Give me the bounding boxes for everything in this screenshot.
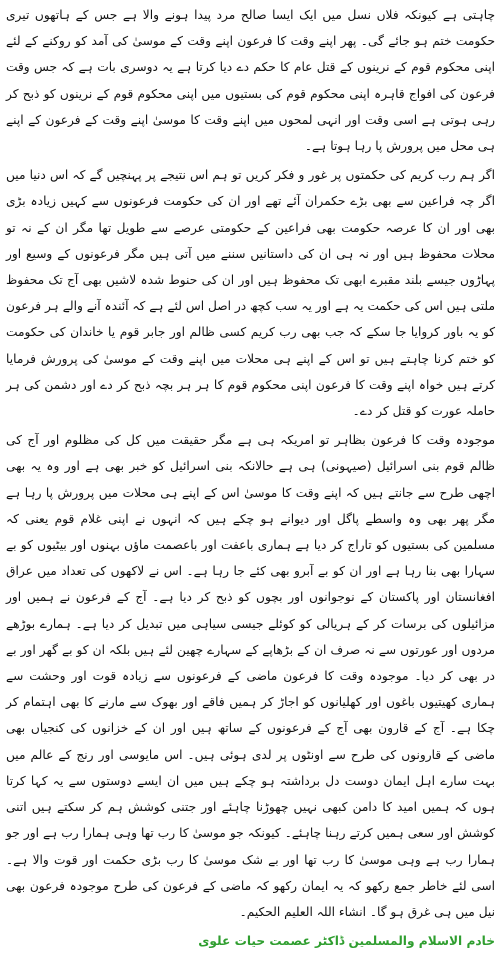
signature-line xyxy=(6,928,495,954)
paragraph-1: چاہتی ہے کیونکہ فلاں نسل میں ایک ایسا صالح مرد پیدا ہونے والا ہے جس کے ہاتھوں تیری حکومت ختم ہو جائے گی۔ پھر اپنے وقت کا فرعون اپنے وقت کے موسیٰ کی آمد کو روکنے کے لئے اپنی محکوم قوم کے نرینوں کے قتل عام کا حکم دے دیا کرتا ہے یہ دوسری بات ہے کہ جس وقت فرعون کی افواج قاہرہ اپنی محکوم قوم کی بستیوں میں اپنی محکوم قوم کے نرینوں کو ذبح کر رہی ہوتی ہے اسی وقت اور انہی لمحوں میں اپنے وقت کا موسیٰ اپنے وقت کے فرعون کے اپنے ہی محل میں پرورش پا رہا ہوتا ہے۔ xyxy=(6,8,495,154)
paragraph-2: اگر ہم رب کریم کی حکمتوں پر غور و فکر کریں تو ہم اس نتیجے پر پہنچیں گے کہ اس دنیا میں اگر چہ فراعین سے بھی بڑے حکمران آئے تھے اور ان کی حکومت فرعونوں سے کہیں زیادہ بڑی بھی اور ان کا عرصہ حکومت بھی فراعین کے حکومتی عرصے سے طویل تھا مگر ان کے نہ تو محلات محفوظ ہیں اور نہ ہی ان کی داستانیں سننے میں آتی ہیں مگر فرعونوں کے وسیع اور پہاڑوں جیسے بلند مقبرے ابھی تک محفوظ ہیں اور ان کی حنوط شدہ لاشیں بھی آج تک محفوظ ملتی ہیں اس کی حکمت یہ ہے اور یہ سب کچھ در اصل اس لئے ہے کہ آئندہ آنے والے ہر فرعون کو یہ باور کروایا جا سکے کہ جب بھی رب کریم کسی ظالم اور جابر قوم یا خاندان کی حکومت کو ختم کرنا چاہتے ہیں تو اس کے اپنے ہی محلات میں اپنے وقت کے موسیٰ کی پرورش فرمایا کرتے ہیں خواہ اپنے وقت کا فرعون اپنی محکوم قوم کا ہر ہر بچہ ذبح کر دے اور دشمن کی ہر حاملہ عورت کو قتل کر دے۔ xyxy=(6,168,495,419)
paragraph-3: موجودہ وقت کا فرعون بظاہر تو امریکہ ہی ہے مگر حقیقت میں کل کی مظلوم اور آج کی ظالم قوم بنی اسرائیل (صیہونی) ہی ہے حالانکہ بنی اسرائیل کو خبر بھی ہے اور وہ یہ بھی اچھی طرح سے جانتے ہیں کہ اپنے وقت کا موسیٰ اس کے اپنے ہی محلات میں پرورش پا رہا ہے مگر پھر بھی وہ واسطے پاگل اور دیوانے ہو چکے ہیں کہ انہوں نے اپنی غلام قوم یعنی کہ مسلمین کی بستیوں کو تاراج کر دیا ہے ہماری باعفت اور باعصمت ماؤں بہنوں اور بیٹیوں کو بے سہارا بھی بنا رہا ہے اور ان کو بے آبرو بھی کئے جا رہا ہے۔ اس نے لاکھوں کی تعداد میں عراق افغانستان اور پاکستان کے نوجوانوں اور بچوں کو ذبح کر دیا ہے۔ آج کے فرعون نے ہمیں اور مزائیلوں کی برسات کر کے ہریالی کو کوئلے جیسی سیاہی میں تبدیل کر دیا ہے۔ ہمارے بوڑھے مردوں اور عورتوں سے نہ صرف ان کے بڑھاپے کے سہارے چھین لئے ہیں بلکہ ان کو بے گھر اور بے در بھی کر دیا۔ موجودہ وقت کا فرعون ماضی کے فرعونوں سے زیادہ قوت اور وحشت سے ہماری کھیتیوں باغوں اور کھلیانوں کو اجاڑ کر ہمیں فاقے اور بھوک سے مارنے کا بھی اہتمام کر چکا ہے۔ آج کے قارون بھی آج کے فرعونوں کے ساتھ ہیں اور ان کے خزانوں کی کنجیاں بھی ماضی کے قارونوں کی طرح سے اونٹوں پر لدی ہوئی ہیں۔ اس مایوسی اور رنج کے عالم میں بہت سارے اہل ایمان دوست دل برداشتہ ہو چکے ہیں میں ان ایسے دوستوں سے یہ کہا کرتا ہوں کہ ہمیں امید کا دامن کبھی نہیں چھوڑنا چاہئے اور جتنی کوشش ہم کر سکتے ہیں اتنی کوشش اور سعی ہمیں کرتے رہنا چاہئے۔ کیونکہ جو موسیٰ کا رب تھا وہی ہمارا رب ہے اور جو ہمارا رب ہے وہی موسیٰ کا رب تھا اور بے شک موسیٰ کا رب بڑی حکمت اور قوت والا ہے۔ اسی لئے خاطر جمع رکھو کہ یہ ایمان رکھو کہ ماضی کے فرعون کی طرح موجودہ فرعون بھی نیل میں ہی غرق ہو گا۔ انشاء اللہ العلیم الحکیم۔ xyxy=(6,433,495,919)
author-name: خادم الاسلام والمسلمین ڈاکٹر عصمت حیات علوی xyxy=(198,934,495,949)
